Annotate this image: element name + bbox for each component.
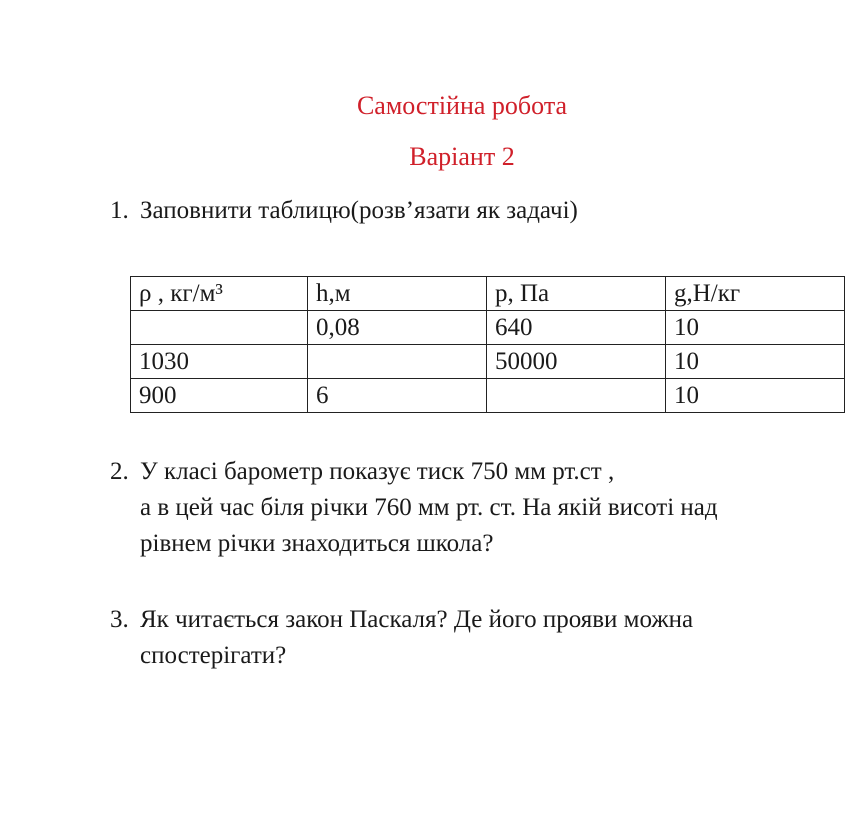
table-cell: 0,08: [308, 311, 487, 345]
header-density: ρ , кг/м³: [131, 277, 308, 311]
header-height: h,м: [308, 277, 487, 311]
task-1: [110, 193, 578, 229]
task-3-text-2: спостерігати?: [140, 642, 287, 669]
header-gravity: g,Н/кг: [666, 277, 845, 311]
table-cell: 1030: [131, 345, 308, 379]
table-cell: [487, 379, 666, 413]
table-cell: 10: [666, 311, 845, 345]
task-3: [110, 602, 693, 674]
task-3-number: 3.: [110, 606, 129, 633]
table-cell: 50000: [487, 345, 666, 379]
task-2-line-1: [110, 454, 718, 490]
table-cell: 10: [666, 345, 845, 379]
table-cell: 900: [131, 379, 308, 413]
task-1-number: 1.: [110, 197, 129, 224]
table-row: [131, 311, 845, 345]
table-cell: 6: [308, 379, 487, 413]
task-2-text-3: рівнем річки знаходиться школа?: [140, 530, 494, 557]
task-2-number: 2.: [110, 458, 129, 485]
task-1-text: Заповнити таблицю(розв’язати як задачі): [140, 197, 578, 224]
task-2-text-2: а в цей час біля річки 760 мм рт. ст. На якій висоті над: [140, 494, 718, 521]
task-3-text-1: Як читається закон Паскаля? Де його прояви можна: [140, 606, 694, 633]
data-table: [130, 276, 845, 413]
task-3-line-1: [110, 602, 693, 638]
page-title: Самостійна робота: [356, 91, 568, 120]
table-header-row: [131, 277, 845, 311]
table-cell: 640: [487, 311, 666, 345]
table-cell: 10: [666, 379, 845, 413]
table-cell: [308, 345, 487, 379]
variant-label: Варіант 2: [409, 142, 515, 171]
task-2-text-1: У класі барометр показує тиск 750 мм рт.ст ,: [140, 458, 615, 485]
table-row: [131, 345, 845, 379]
table-cell: [131, 311, 308, 345]
header-pressure: p, Па: [487, 277, 666, 311]
table-row: [131, 379, 845, 413]
task-2: [110, 454, 718, 562]
